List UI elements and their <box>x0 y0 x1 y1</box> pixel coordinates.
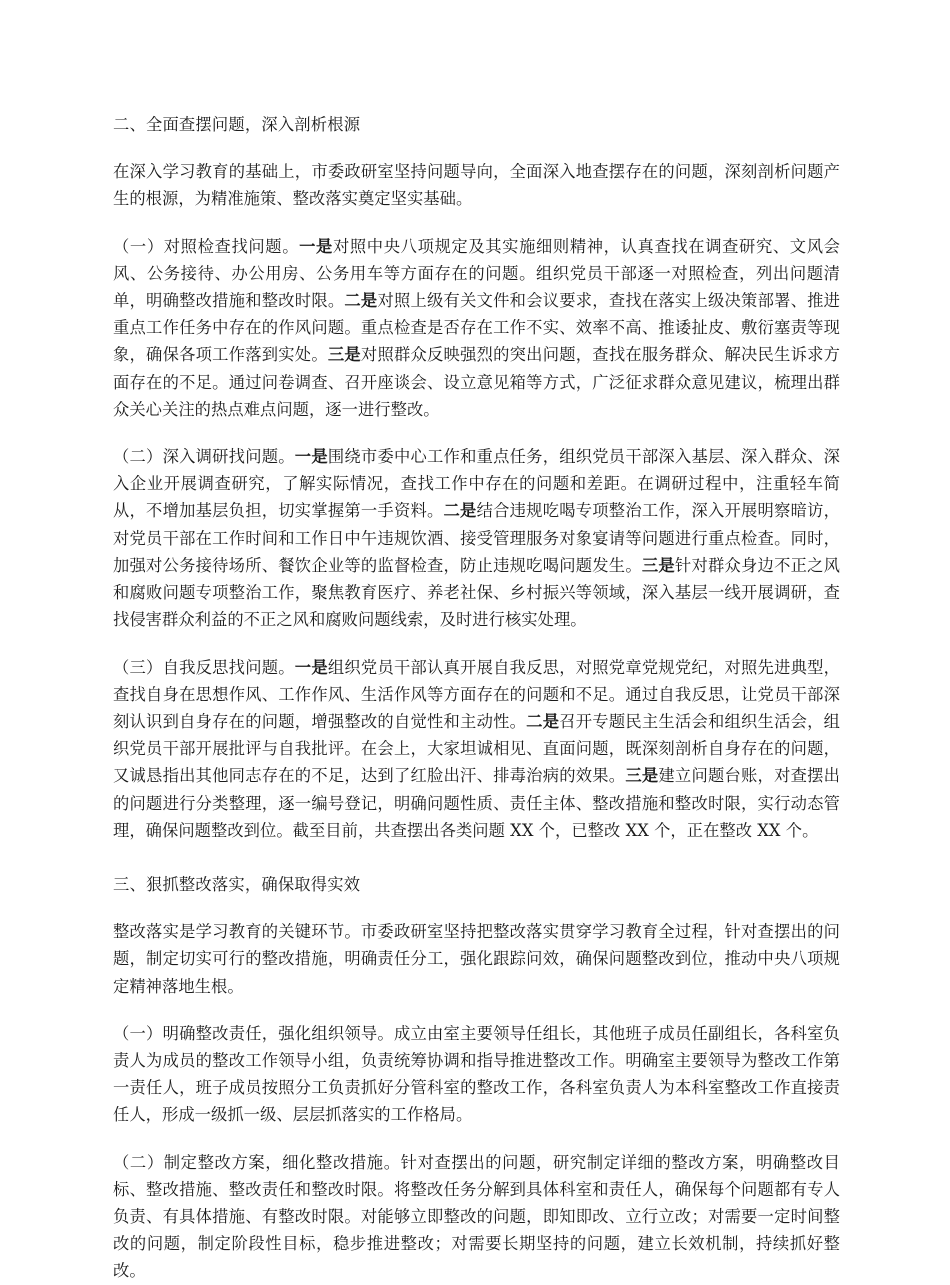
item-text-2-2-3: 针对群众身边不正之风和腐败问题专项整治工作，聚焦教育医疗、养老社保、乡村振兴等领域，深入基层一线开展调研，查找侵害群众利益的不正之风和腐败问题线索，及时进行核实处理。 <box>113 555 840 630</box>
paragraph-3-2 <box>113 1149 840 1285</box>
item-text-3-1-1: 成立由室主要领导任组长，其他班子成员任副组长，各科室负责人为成员的整改工作领导小组，负责统筹协调和指导推进整改工作。明确室主要领导为整改工作第一责任人，班子成员按照分工负责抓好分管科室的整改工作，各科室负责人为本科室整改工作直接责任人，形成一级抓一级、层层抓落实的工作格局。 <box>113 1023 840 1125</box>
item-title-2-2: （二）深入调研找问题。 <box>113 447 295 467</box>
lead-marker-2-2-2: 二是 <box>443 501 477 521</box>
lead-marker-2-3-1: 一是 <box>294 657 328 677</box>
item-title-2-3: （三）自我反思找问题。 <box>113 657 295 677</box>
item-text-2-1-1: 对照中央八项规定及其实施细则精神，认真查找在调查研究、文风会风、公务接待、办公用房、公务用车等方面存在的问题。组织党员干部逐一对照检查，列出问题清单，明确整改措施和整改时限。 <box>113 236 840 311</box>
item-text-2-2-1: 围绕市委中心工作和重点任务，组织党员干部深入基层、深入群众、深入企业开展调查研究，了解实际情况，查找工作中存在的问题和差距。在调研过程中，注重轻车简从，不增加基层负担，切实掌握第一手资料。 <box>113 447 840 521</box>
item-text-2-1-3: 对照群众反映强烈的突出问题，查找在服务群众、解决民生诉求方面存在的不足。通过问卷调查、召开座谈会、设立意见箱等方式，广泛征求群众意见建议，梳理出群众关心关注的热点难点问题，逐一进行整改。 <box>113 345 840 419</box>
paragraph-3-1 <box>113 1020 840 1129</box>
paragraph-2-2 <box>113 443 840 633</box>
paragraph-2-1 <box>113 233 840 423</box>
section-three-intro: 整改落实是学习教育的关键环节。市委政研室坚持把整改落实贯穿学习教育全过程，针对查摆出的问题，制定切实可行的整改措施，明确责任分工，强化跟踪问效，确保问题整改到位，推动中央八项规定精神落地生根。 <box>113 922 840 996</box>
section-heading-two: 二、全面查摆问题，深入剖析根源 <box>113 115 361 134</box>
lead-marker-2-2-1: 一是 <box>294 447 328 467</box>
item-text-2-3-3: 建立问题台账，对查摆出的问题进行分类整理，逐一编号登记，明确问题性质、责任主体、整改措施和整改时限，实行动态管理，确保问题整改到位。截至目前，共查摆出各类问题 XX 个，已整改 XX 个，正在整改 XX 个。 <box>113 766 840 840</box>
lead-marker-2-1-3: 三是 <box>327 345 361 365</box>
section-heading-three: 三、狠抓整改落实，确保取得实效 <box>113 874 361 894</box>
item-text-3-2-1: 针对查摆出的问题，研究制定详细的整改方案，明确整改目标、整改措施、整改责任和整改时限。将整改任务分解到具体科室和责任人，确保每个问题都有专人负责、有具体措施、有整改时限。对能够立即整改的问题，即知即改、立行立改；对需要一定时间整改的问题，制定阶段性目标，稳步推进整改；对需要长期坚持的问题，建立长效机制，持续抓好整改。 <box>113 1152 840 1281</box>
lead-marker-2-3-3: 三是 <box>625 766 659 786</box>
item-text-2-3-1: 组织党员干部认真开展自我反思，对照党章党规党纪，对照先进典型，查找自身在思想作风、工作作风、生活作风等方面存在的问题和不足。通过自我反思，让党员干部深刻认识到自身存在的问题，增强整改的自觉性和主动性。 <box>113 657 840 731</box>
lead-marker-2-1-1: 一是 <box>299 236 333 256</box>
lead-marker-2-3-2: 二是 <box>526 711 560 731</box>
item-title-2-1: （一）对照检查找问题。 <box>113 236 300 256</box>
item-text-2-1-2: 对照上级有关文件和会议要求，查找在落实上级决策部署、推进重点工作任务中存在的作风问题。重点检查是否存在工作不实、效率不高、推诿扯皮、敷衍塞责等现象，确保各项工作落到实处。 <box>113 291 841 365</box>
item-title-3-1: （一）明确整改责任，强化组织领导。 <box>113 1023 394 1043</box>
paragraph-2-3 <box>113 654 840 844</box>
item-text-2-2-2: 结合违规吃喝专项整治工作，深入开展明察暗访，对党员干部在工作时间和工作日中午违规饮酒、接受管理服务对象宴请等问题进行重点检查。同时，加强对公务接待场所、餐饮企业等的监督检查，防止违规吃喝问题发生。 <box>113 501 840 575</box>
section-two-intro: 在深入学习教育的基础上，市委政研室坚持问题导向，全面深入地查摆存在的问题，深刻剖析问题产生的根源，为精准施策、整改落实奠定坚实基础。 <box>113 162 840 209</box>
item-title-3-2: （二）制定整改方案，细化整改措施。 <box>113 1152 401 1172</box>
item-text-2-3-2: 召开专题民主生活会和组织生活会，组织党员干部开展批评与自我批评。在会上，大家坦诚相见、直面问题，既深刻剖析自身存在的问题，又诚恳指出其他同志存在的不足，达到了红脸出汗、排毒治病的效果。 <box>113 711 840 786</box>
lead-marker-2-1-2: 二是 <box>344 291 378 311</box>
document-body <box>113 112 840 1285</box>
lead-marker-2-2-3: 三是 <box>641 555 675 575</box>
